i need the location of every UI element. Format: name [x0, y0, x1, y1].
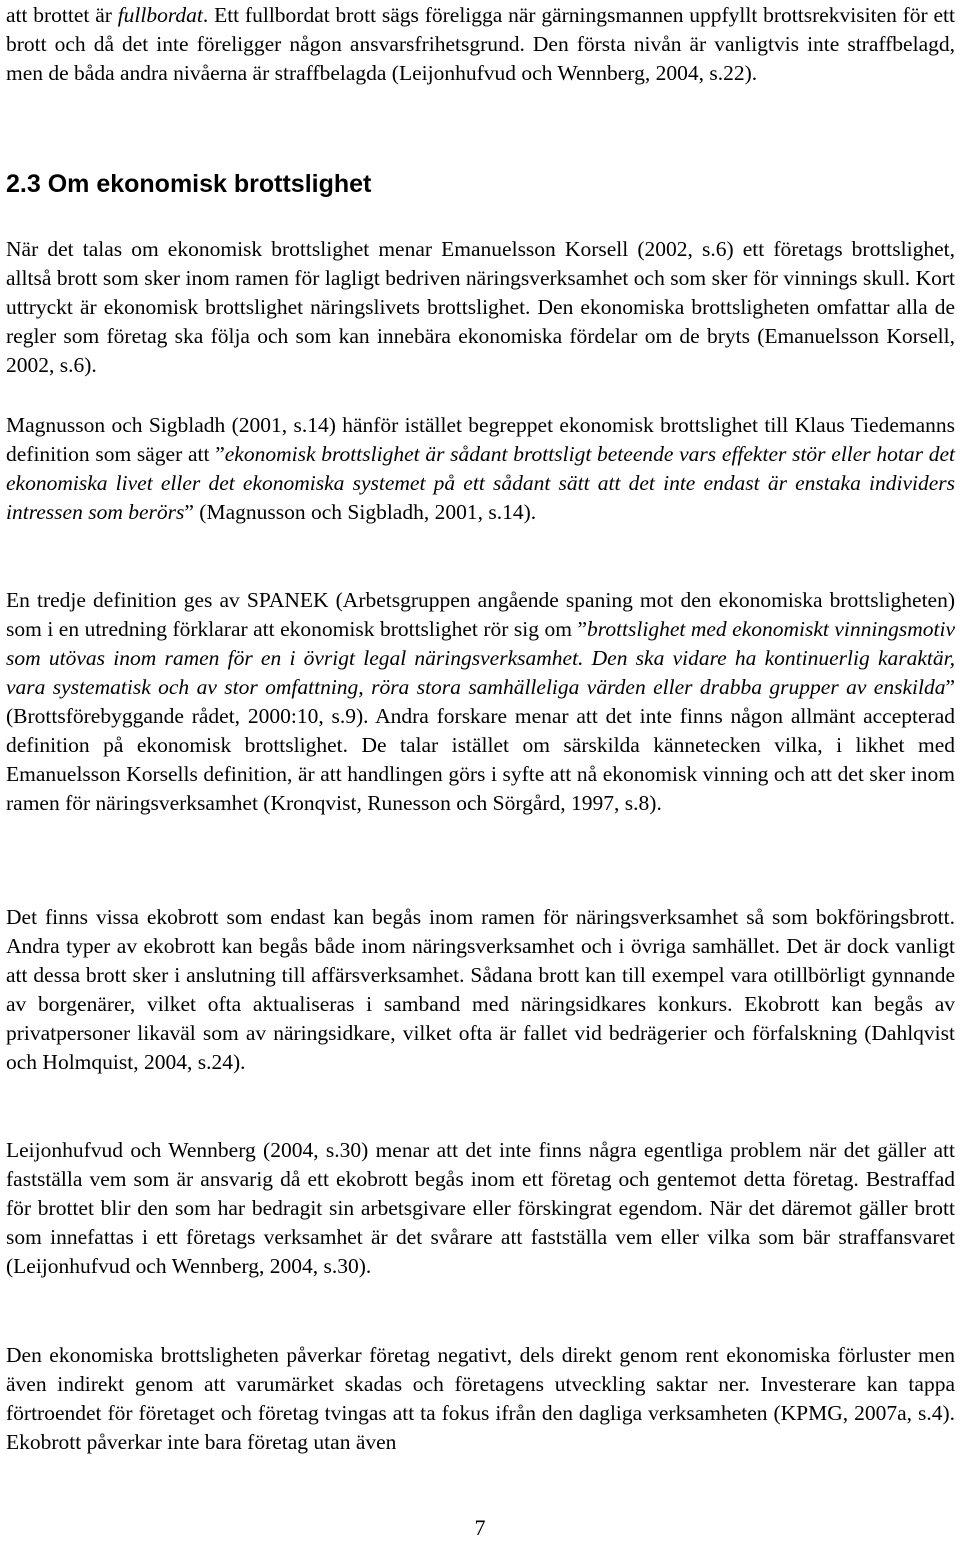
paragraph-intro-continuation — [6, 1, 955, 88]
paragraph-definition-tiedemann — [6, 411, 955, 527]
text-segment: När det talas om ekonomisk brottslighet menar Emanuelsson Korsell (2002, s.6) ett företags brottslighet, alltså brott som sker inom ramen för lagligt bedriven näringsverksamhet och som sker för vinnings skull. Kort uttryckt är ekonomisk brottslighet näringslivets brottslighet. Den ekonomiska brottsligheten omfattar alla de regler som företag ska följa och som kan innebära ekonomiska fördelar om de bryts (Emanuelsson Korsell, 2002, s.6). — [6, 237, 955, 377]
text-segment-italic: ekonomisk brottslighet är sådant brottsligt beteende vars effekter stör eller hotar det ekonomiska livet eller det ekonomiska systemet på ett sådant sätt att det inte endast är enstaka individers intressen som berörs — [6, 442, 955, 524]
text-segment: Magnusson och Sigbladh (2001, s.14) hänför istället begreppet ekonomisk brottslighet till Klaus Tiedemanns definition som säger att ” — [6, 413, 955, 466]
text-segment: . Ett fullbordat brott sägs föreligga när gärningsmannen uppfyllt brottsrekvisiten för ett brott och då det inte föreligger någon ansvarsfrihetsgrund. Den första nivån är vanligtvis inte straffbelagd, men de båda andra nivåerna är straffbelagda (Leijonhufvud och Wennberg, 2004, s.22). — [6, 3, 955, 85]
paragraph-effects — [6, 1341, 955, 1457]
text-segment: Leijonhufvud och Wennberg (2004, s.30) menar att det inte finns några egentliga problem när det gäller att fastställa vem som är ansvarig då ett ekobrott begås inom ett företag och gentemot detta företag. Bestraffad för brottet blir den som har bedragit sin arbetsgivare eller förskingrat egendom. När det däremot gäller brott som innefattas i ett företags verksamhet är det svårare att fastställa vem eller vilka som bär straffansvaret (Leijonhufvud och Wennberg, 2004, s.30). — [6, 1138, 955, 1278]
text-segment: Den ekonomiska brottsligheten påverkar företag negativt, dels direkt genom rent ekonomiska förluster men även indirekt genom att varumärket skadas och företagens utveckling saktar ner. Investerare kan tappa förtroendet för företaget och företag tvingas att ta fokus ifrån den dagliga verksamheten (KPMG, 2007a, s.4). Ekobrott påverkar inte bara företag utan även — [6, 1343, 955, 1454]
text-segment: ” (Brottsförebyggande rådet, 2000:10, s.9). Andra forskare menar att det inte finns någon allmänt accepterad definition på ekonomisk brottslighet. De talar istället om särskilda kännetecken vilka, i likhet med Emanuelsson Korsells definition, är att handlingen görs i syfte att nå ekonomisk vinning och att det sker inom ramen för näringsverksamhet (Kronqvist, Runesson och Sörgård, 1997, s.8). — [6, 675, 955, 815]
text-segment: En tredje definition ges av SPANEK (Arbetsgruppen angående spaning mot den ekonomiska brottsligheten) som i en utredning förklarar att ekonomisk brottslighet rör sig om ” — [6, 588, 955, 641]
text-segment: ” (Magnusson och Sigbladh, 2001, s.14). — [184, 500, 537, 524]
paragraph-ekobrott-types — [6, 903, 955, 1077]
paragraph-definition-korsell — [6, 235, 955, 380]
text-segment-italic: fullbordat — [117, 3, 203, 27]
paragraph-definition-spanek — [6, 586, 955, 818]
section-heading: 2.3 Om ekonomisk brottslighet — [6, 170, 372, 198]
text-segment-italic: brottslighet med ekonomiskt vinningsmotiv som utövas inom ramen för en i övrigt legal näringsverksamhet. Den ska vidare ha kontinuerlig karaktär, vara systematisk och av stor omfattning, röra stora samhälleliga värden eller drabba grupper av enskilda — [6, 617, 955, 699]
paragraph-responsibility — [6, 1136, 955, 1281]
text-segment: att brottet är — [6, 3, 118, 27]
text-segment: Det finns vissa ekobrott som endast kan begås inom ramen för näringsverksamhet så som bokföringsbrott. Andra typer av ekobrott kan begås både inom näringsverksamhet och i övriga samhället. Det är dock vanligt att dessa brott sker i anslutning till affärsverksamhet. Sådana brott kan till exempel vara otillbörligt gynnande av borgenärer, vilket ofta aktualiseras i samband med näringsidkares konkurs. Ekobrott kan begås av privatpersoner likaväl som av näringsidkare, vilket ofta är fallet vid bedrägerier och förfalskning (Dahlqvist och Holmquist, 2004, s.24). — [6, 905, 955, 1074]
page-number: 7 — [474, 1515, 486, 1540]
